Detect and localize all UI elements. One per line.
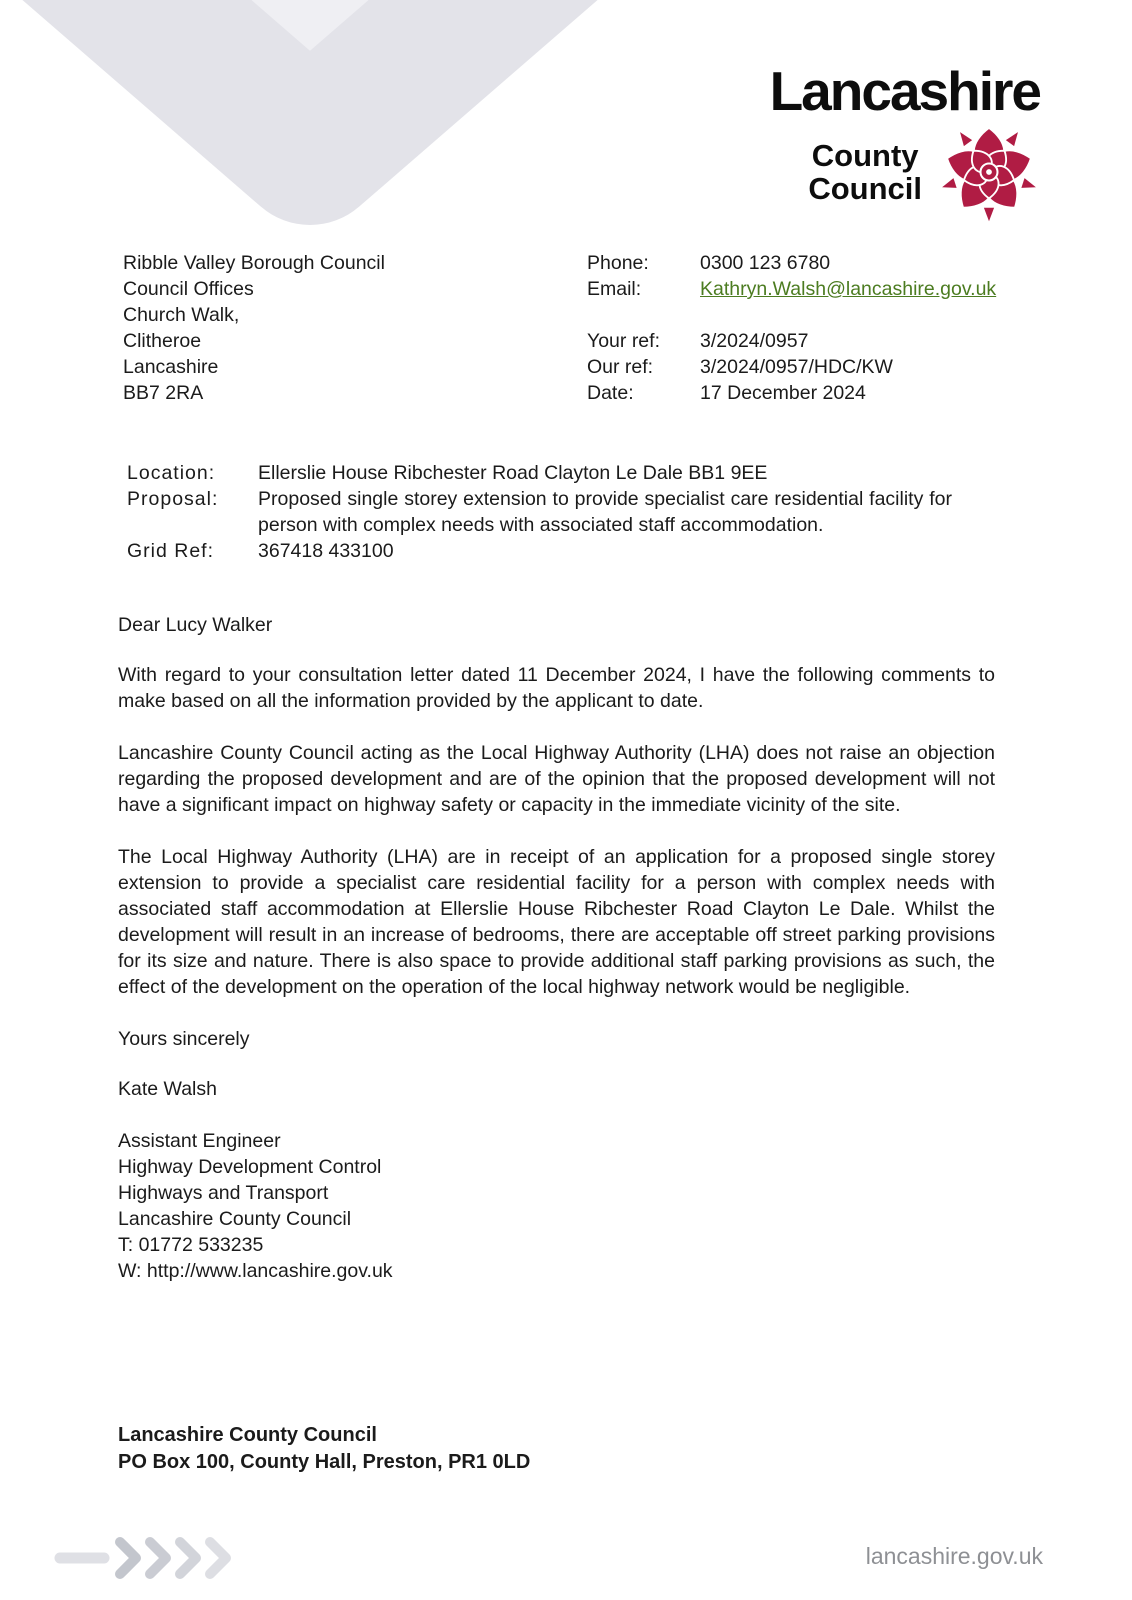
reference-block [127,460,952,564]
paragraph: With regard to your consultation letter dated 11 December 2024, I have the following comments to make based on all the information provided by the applicant to date. [118,664,995,712]
decorative-chevron-top [0,0,620,280]
phone-label: Phone: [587,252,649,274]
email-link[interactable]: Kathryn.Walsh@lancashire.gov.uk [700,278,997,300]
date-row [587,380,1047,406]
signatory-name: Kate Walsh [118,1078,217,1100]
lancashire-rose-icon [938,121,1040,223]
footer-website: lancashire.gov.uk [865,1543,1043,1569]
footer-address-line: PO Box 100, County Hall, Preston, PR1 0LD [118,1451,531,1473]
location-value: Ellerslie House Ribchester Road Clayton Le Dale BB1 9EE [258,462,768,484]
logo [769,60,1040,223]
signature-line: Highways and Transport [118,1182,329,1204]
letter-body [118,612,995,1284]
your-ref-label: Your ref: [587,330,660,352]
email-label: Email: [587,278,642,300]
proposal-label: Proposal: [127,488,219,510]
date-label: Date: [587,382,634,404]
signature-block [118,1128,995,1284]
decorative-chevrons-bottom [48,1536,278,1580]
our-ref-value: 3/2024/0957/HDC/KW [700,356,893,378]
proposal-value: Proposed single storey extension to provide specialist care residential facility for person with complex needs with associated staff accommodation. [258,488,952,536]
location-row [127,460,952,486]
contact-block [587,250,1047,406]
signature-website-line: W: http://www.lancashire.gov.uk [118,1260,393,1282]
our-ref-label: Our ref: [587,356,654,378]
logo-subtext [808,139,922,205]
footer-address [118,1422,530,1476]
logo-wordmark: Lancashire [769,60,1040,122]
email-row [587,276,1047,302]
recipient-address [123,250,385,406]
signature-line: Highway Development Control [118,1156,382,1178]
paragraph: The Local Highway Authority (LHA) are in receipt of an application for a proposed single storey extension to provide a specialist care residential facility for a person with complex needs with associated staff accommodation at Ellerslie House Ribchester Road Clayton Le Dale. Whilst the development will result in an increase of bedrooms, there are acceptable off street parking provisions for its size and nature. There is also space to provide additional staff parking provisions as such, the effect of the development on the operation of the local highway network would be negligible. [118,846,995,998]
signature-line: Assistant Engineer [118,1130,281,1152]
spacer [587,302,1047,328]
proposal-row [127,486,952,538]
logo-council: Council [808,171,922,206]
footer-org: Lancashire County Council [118,1424,377,1446]
your-ref-value: 3/2024/0957 [700,330,809,352]
paragraph: Lancashire County Council acting as the Local Highway Authority (LHA) does not raise an objection regarding the proposed development and are of the opinion that the proposed development will not have a significant impact on highway safety or capacity in the immediate vicinity of the site. [118,742,995,816]
grid-ref-label: Grid Ref: [127,540,215,562]
location-label: Location: [127,462,216,484]
closing: Yours sincerely [118,1028,250,1050]
address-line: Lancashire [123,356,219,378]
address-line: Council Offices [123,278,254,300]
grid-ref-row [127,538,952,564]
logo-county: County [811,138,919,173]
address-line: Clitheroe [123,330,202,352]
address-line: BB7 2RA [123,382,204,404]
date-value: 17 December 2024 [700,382,866,404]
your-ref-row [587,328,1047,354]
grid-ref-value: 367418 433100 [258,540,394,562]
our-ref-row [587,354,1047,380]
signature-phone-line: T: 01772 533235 [118,1234,264,1256]
phone-row [587,250,1047,276]
phone-value: 0300 123 6780 [700,252,831,274]
signature-line: Lancashire County Council [118,1208,352,1230]
salutation: Dear Lucy Walker [118,614,273,636]
address-line: Ribble Valley Borough Council [123,252,385,274]
address-line: Church Walk, [123,304,240,326]
